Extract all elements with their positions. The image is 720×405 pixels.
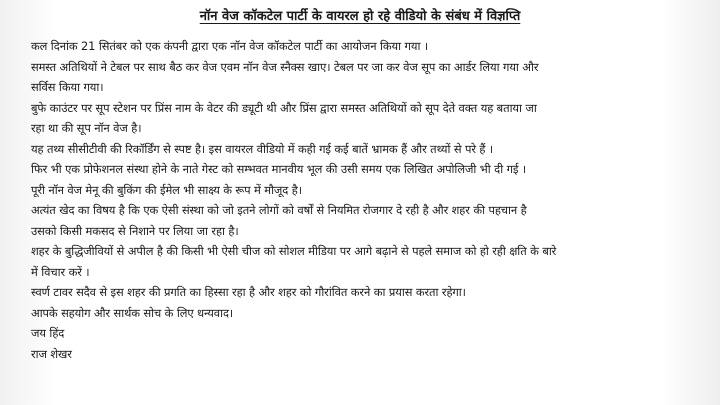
body-line: अत्यंत खेद का विषय है कि एक ऐसी संस्था को जो इतने लोगों को वर्षों से नियमित रोजगार दे रही है और शहर की पहचान है xyxy=(31,203,527,217)
body-line: आपके सहयोग और सार्थक सोच के लिए धन्यवाद। xyxy=(31,305,234,320)
body-line: पूरी नॉन वेज मेनू की बुकिंग की ईमेल भी साक्ष्य के रूप में मौजूद है। xyxy=(31,182,302,197)
body-line: यह तथ्य सीसीटीवी की रिकॉर्डिंग से स्पष्ट है। इस वायरल वीडियो में कही गई कई बातें भ्रामक हैं और तथ्यों से परे हैं । xyxy=(31,141,494,156)
body-line: रहा था की सूप नॉन वेज है। xyxy=(31,121,142,135)
body-line: सर्विस किया गया। xyxy=(31,80,104,94)
closing-line: जय हिंद xyxy=(31,326,65,340)
body-line: समस्त अतिथियों ने टेबल पर साथ बैठ कर वेज एवम नॉन वेज स्नैक्स खाए। टेबल पर जा कर वेज सूप का आर्डर लिया गया और xyxy=(31,59,539,74)
body-line: स्वर्ण टावर सदैव से इस शहर की प्रगति का हिस्सा रहा है और शहर को गौरांवित करने का प्रयास करता रहेगा। xyxy=(31,285,466,299)
body-line: उसको किसी मकसद से निशाने पर लिया जा रहा है। xyxy=(31,223,239,238)
body-line: कल दिनांक 21 सितंबर को एक कंपनी द्वारा एक नॉन वेज कॉकटेल पार्टी का आयोजन किया गया । xyxy=(31,39,429,53)
document-body xyxy=(31,36,697,364)
body-line: में विचार करें । xyxy=(31,264,90,279)
body-line: शहर के बुद्धिजीवियों से अपील है की किसी भी ऐसी चीज को सोशल मीडिया पर आगे बढ़ाने से पहले समाज को हो रही क्षति के बारे xyxy=(31,244,557,258)
document-title-text: नॉन वेज कॉकटेल पार्टी के वायरल हो रहे वीडियो के संबंध में विज्ञप्ति xyxy=(199,9,521,24)
signature-name: राज शेखर xyxy=(31,346,72,361)
document-title xyxy=(0,8,720,26)
body-line: बुफे काउंटर पर सूप स्टेशन पर प्रिंस नाम के वेटर की ड्यूटी थी और प्रिंस द्वारा समस्त अतिथियों को सूप देते वक्त यह बताया जा xyxy=(31,100,537,115)
body-line: फिर भी एक प्रोफेशनल संस्था होने के नाते गेस्ट को सम्भवत मानवीय भूल की उसी समय एक लिखित अपोलिजी भी दी गई । xyxy=(31,162,527,176)
